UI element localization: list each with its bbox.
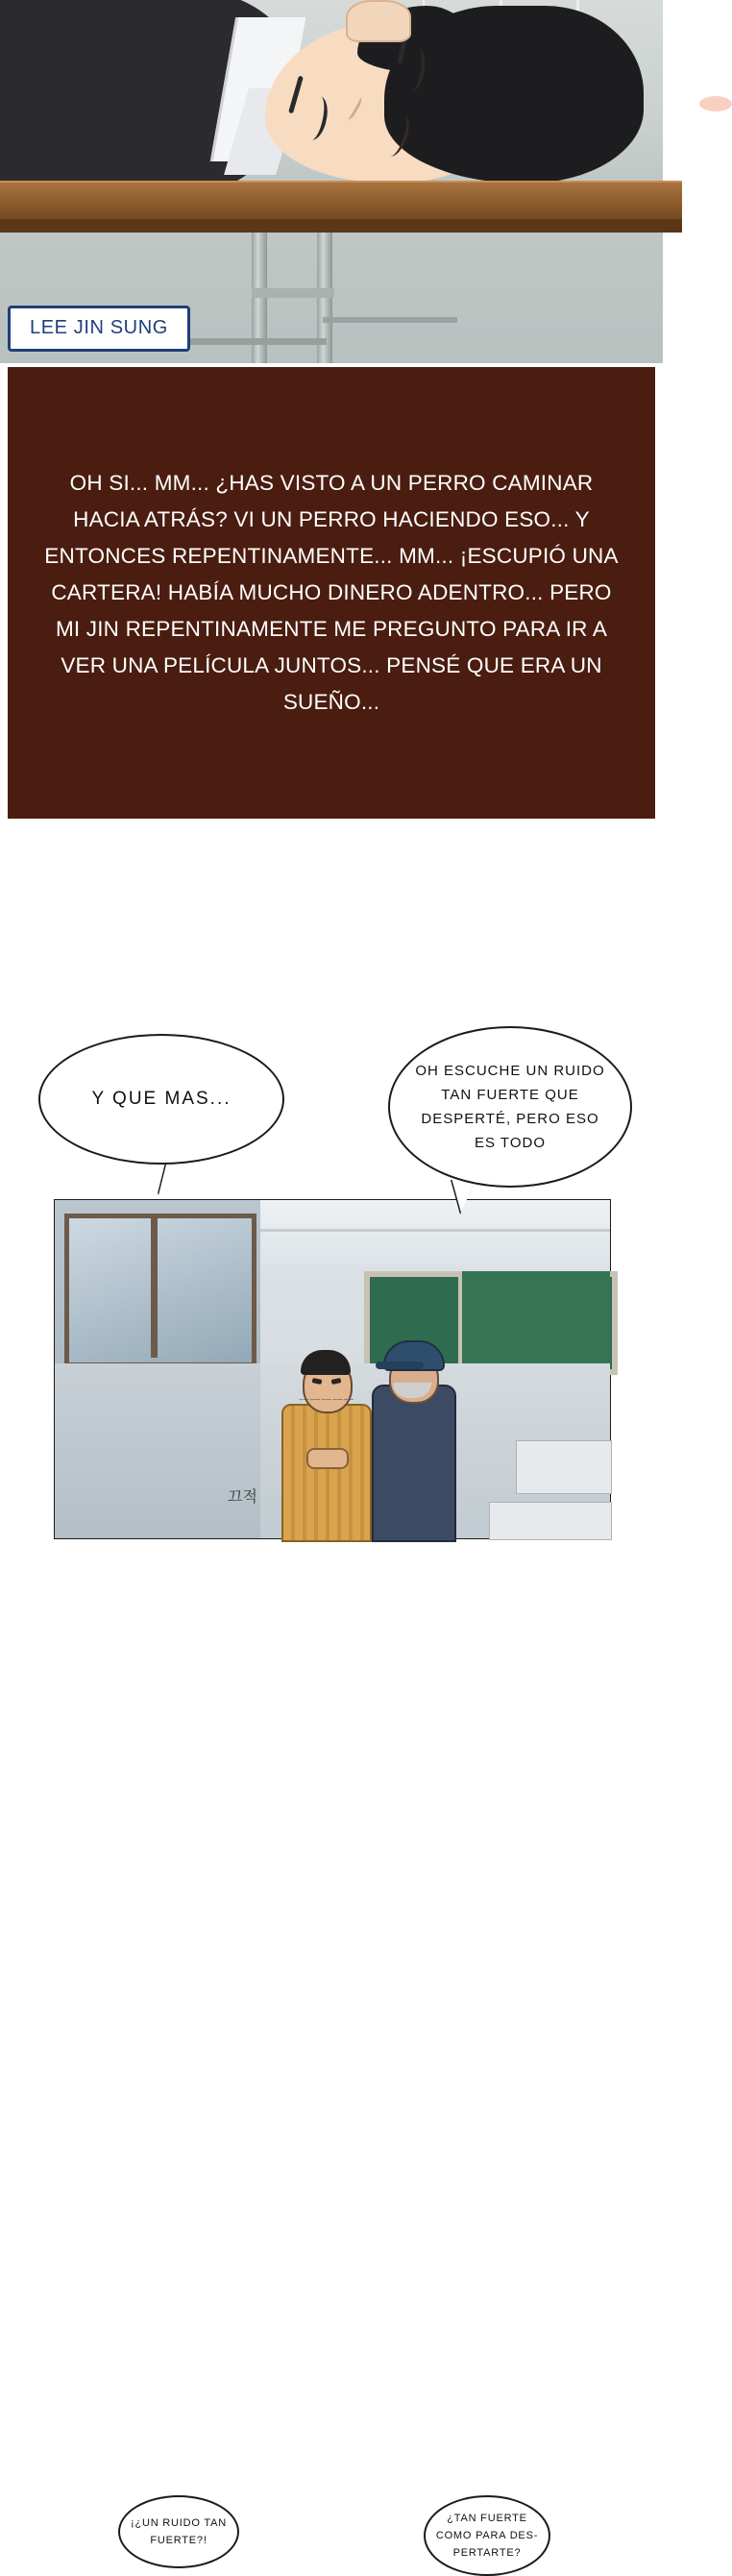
speech-bubble-small-left: ¡¿UN RUIDO TAN FUERTE?! (118, 2495, 239, 2568)
desk-underside (0, 219, 682, 233)
classroom-desk (489, 1502, 612, 1540)
character-name-tag: LEE JIN SUNG (8, 306, 190, 352)
school-desk (0, 181, 682, 223)
character-tall-man (364, 1331, 456, 1538)
ceiling-line (260, 1229, 610, 1232)
cheek-blush (699, 96, 732, 111)
chair-rail (323, 317, 457, 323)
side-wall (55, 1363, 260, 1538)
plaid-student-hair (301, 1350, 351, 1375)
panel-classroom-scene (54, 1199, 611, 2559)
window-mullion (151, 1214, 158, 1358)
speech-bubble-left: Y QUE MAS... (38, 1034, 284, 1165)
classroom-desk (516, 1440, 612, 1494)
narration-panel (8, 367, 655, 819)
narration-text: OH SI... MM... ¿HAS VISTO A UN PERRO CAMINAR HACIA ATRÁS? VI UN PERRO HACIENDO ESO... Y ENTONCES REPENTINAMENTE... MM... ¡ESCUPIÓ UNA CARTERA! HABÍA MUCHO DINERO ADENTRO... PERO MI JIN REPENTINAMENTE ME PREGUNTO PARA IR A VER UNA PELÍCULA JUNTOS... PENSÉ QUE ERA UN SUEÑO... (44, 471, 619, 714)
speech-bubble-right: OH ESCUCHE UN RUIDO TAN FUERTE QUE DESPERTÉ, PERO ESO ES TODO (388, 1026, 632, 1188)
student-hands (306, 1448, 349, 1469)
tall-man-cap-brim (376, 1362, 424, 1369)
chalkboard-right (458, 1271, 610, 1363)
sfx-scribble: ㅡㅡㅡㅡㅡ (299, 1395, 355, 1407)
window-frame (64, 1214, 256, 1367)
student-hand (346, 0, 411, 42)
character-plaid-student (278, 1340, 372, 1538)
tall-man-coat (372, 1385, 456, 1542)
ceiling (260, 1200, 610, 1265)
speech-bubble-small-right: ¿TAN FUERTE COMO PARA DES-PERTARTE? (424, 2495, 550, 2576)
desk-crossbar (252, 288, 334, 298)
sfx-korean-text: 끄적 (228, 1489, 257, 1506)
plaid-jacket (281, 1404, 372, 1542)
